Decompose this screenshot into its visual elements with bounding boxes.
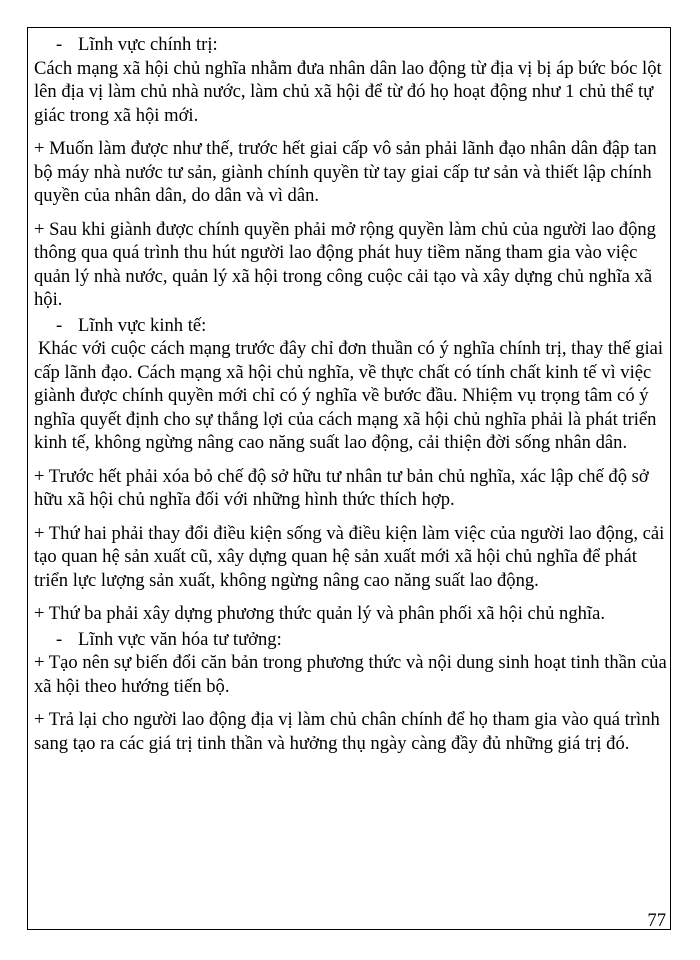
heading-dash: - [56,34,63,55]
paragraph-economy-point-2: + Thứ hai phải thay đổi điều kiện sống và điều kiện làm việc của người lao động, cải tạo quan hệ sản xuất cũ, xây dựng quan hệ sản xuất mới xã hội chủ nghĩa để phát triển lực lượng sản xuất, không ngừng nâng cao năng suất lao động. [34,522,665,591]
paragraph-economy-point-1: + Trước hết phải xóa bỏ chế độ sở hữu tư nhân tư bản chủ nghĩa, xác lập chế độ sở hữu xã hội chủ nghĩa đối với những hình thức thích hợp. [34,465,649,510]
section-heading-economy [34,314,670,338]
paragraph-economy-intro: Khác với cuộc cách mạng trước đây chỉ đơn thuần có ý nghĩa chính trị, thay thế giai cấp lãnh đạo. Cách mạng xã hội chủ nghĩa, về thực chất có tính chất kinh tế vì việc giành được chính quyền mới chỉ có ý nghĩa về bước đầu. Nhiệm vụ trọng tâm có ý nghĩa quyết định cho sự thắng lợi của cách mạng xã hội chủ nghĩa phải là phát triển kinh tế, không ngừng nâng cao năng suất lao động, cải thiện đời sống nhân dân. [34,338,664,453]
paragraph-politics-point-1: + Muốn làm được như thế, trước hết giai cấp vô sản phải lãnh đạo nhân dân đập tan bộ máy nhà nước tư sản, giành chính quyền từ tay giai cấp tư sản và thiết lập chính quyền của nhân dân, do dân và vì dân. [34,138,657,206]
document-body [34,33,670,765]
heading-dash: - [56,628,63,650]
heading-dash: - [56,314,63,336]
paragraph-politics-point-2: + Sau khi giành được chính quyền phải mở rộng quyền làm chủ của người lao động thông qua quá trình thu hút người lao động phát huy tiềm năng tham gia vào việc quản lý nhà nước, quản lý xã hội trong công cuộc cải tạo và xây dựng chủ nghĩa xã hội. [34,218,656,310]
heading-text: Lĩnh vực chính trị: [78,34,218,55]
paragraph-culture-point-2: + Trả lại cho người lao động địa vị làm chủ chân chính để họ tham gia vào quá trình sang tạo ra các giá trị tinh thần và hưởng thụ ngày càng đầy đủ những giá trị đó. [34,709,660,754]
paragraph-economy-point-3: + Thứ ba phải xây dựng phương thức quản lý và phân phối xã hội chủ nghĩa. [34,603,605,624]
heading-text: Lĩnh vực văn hóa tư tưởng: [78,628,282,650]
section-heading-politics [34,33,670,57]
paragraph-culture-point-1: + Tạo nên sự biến đổi căn bản trong phương thức và nội dung sinh hoạt tinh thần của xã hội theo hướng tiến bộ. [34,652,667,697]
paragraph-politics-intro: Cách mạng xã hội chủ nghĩa nhằm đưa nhân dân lao động từ địa vị bị áp bức bóc lột lên địa vị làm chủ nhà nước, làm chủ xã hội để từ đó họ hoạt động như 1 chủ thể tự giác trong xã hội mới. [34,57,662,126]
section-heading-culture [34,628,670,652]
page-number: 77 [647,910,666,931]
heading-text: Lĩnh vực kinh tế: [78,314,207,336]
